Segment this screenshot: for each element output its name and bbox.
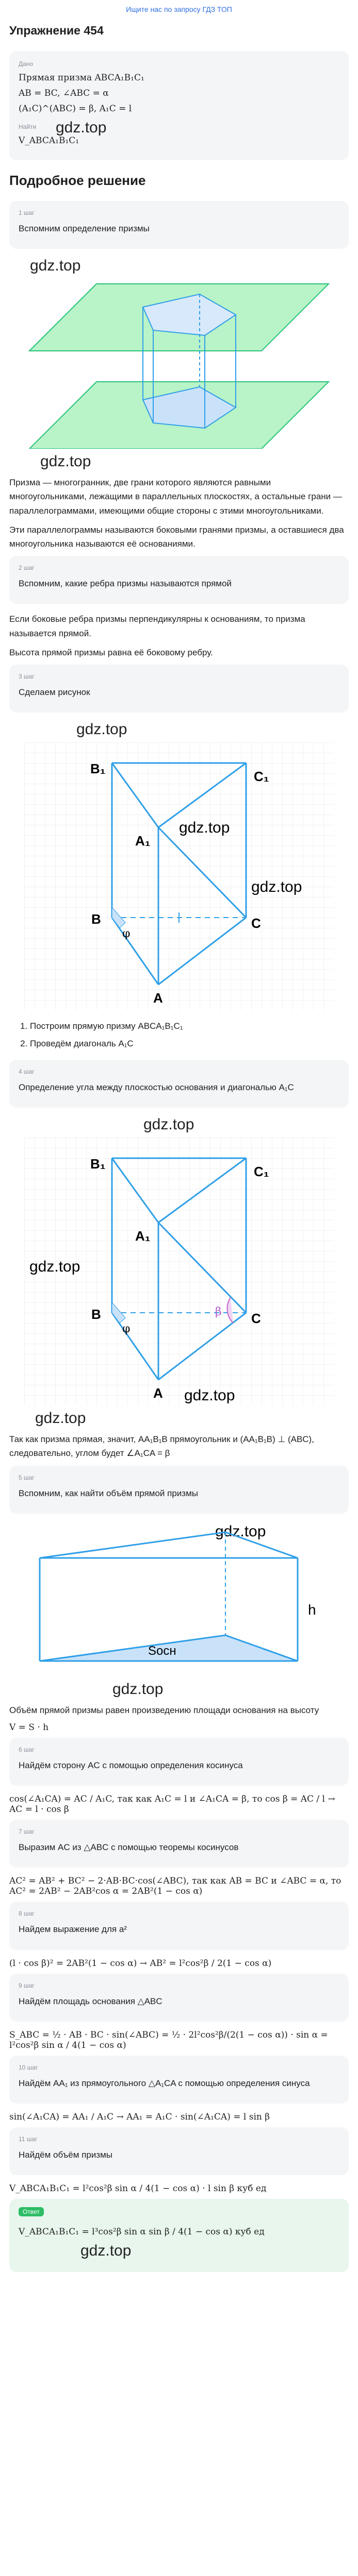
- label-a1: A₁: [135, 833, 151, 849]
- watermark: gdz.top: [29, 1258, 80, 1276]
- label-b1: B₁: [90, 1156, 106, 1172]
- label-c: C: [251, 1311, 261, 1327]
- build-step: 2. Проведём диагональ A₁C: [30, 1035, 349, 1053]
- watermark: gdz.top: [112, 1680, 164, 1698]
- watermark: gdz.top: [251, 878, 302, 896]
- label-b: B: [91, 911, 101, 927]
- find-value: V_ABCA₁B₁C₁: [19, 135, 79, 146]
- label-h: h: [308, 1601, 316, 1618]
- step-label: 10 шаг: [19, 2063, 38, 2071]
- label-a1: A₁: [135, 1228, 151, 1244]
- step-label: 1 шаг: [19, 209, 35, 216]
- equation-a2: (l · cos β)² = 2AB²(1 − cos α) → AB² = l²cos²β / 2(1 − cos α): [9, 1958, 272, 1969]
- label-phi: φ: [122, 927, 131, 941]
- watermark: gdz.top: [184, 1387, 235, 1404]
- prism-volume-figure: [19, 1522, 339, 1676]
- exercise-title: Упражнение 454: [9, 24, 104, 37]
- answer-card: [9, 2199, 349, 2272]
- step-label: 8 шаг: [19, 1910, 35, 1918]
- step-label: 4 шаг: [19, 1068, 35, 1076]
- prism-figure-2: [24, 1138, 334, 1405]
- label-a: A: [153, 1385, 163, 1401]
- equation-ac: cos(∠A₁CA) = AC / A₁C, так как A₁C = l и ∠A₁CA = β, то cos β = AC / l → AC = l · cos β: [9, 1794, 335, 1815]
- build-step: 1. Построим прямую призму ABCA₁B₁C₁: [30, 1018, 349, 1035]
- label-c1: C₁: [254, 1164, 269, 1180]
- watermark: gdz.top: [76, 721, 127, 738]
- step-9: [9, 1974, 349, 2022]
- label-c: C: [251, 916, 261, 931]
- given-label: Дано: [19, 60, 34, 67]
- label-phi: φ: [122, 1323, 131, 1336]
- find-label: Найти: [19, 123, 37, 130]
- step-label: 7 шаг: [19, 1828, 35, 1836]
- step-label: 2 шаг: [19, 564, 35, 572]
- equation-volume: V_ABCA₁B₁C₁ = l²cos²β sin α / 4(1 − cos α) · l sin β куб ед: [9, 2183, 267, 2194]
- watermark: gdz.top: [35, 1410, 86, 1427]
- lateral-definition: Эти параллелограммы называются боковыми гранями призмы, а оставшиеся два многоугольника называются её основаниями.: [9, 524, 344, 549]
- watermark: gdz.top: [40, 453, 91, 470]
- angle-text: Так как призма прямая, значит, AA₁B₁B прямоугольник и (AA₁B₁B) ⊥ (ABC), следовательно, углом будет ∠A₁CA = β: [9, 1434, 314, 1459]
- step-text: Найдём сторону AC с помощью определения косинуса: [19, 1760, 243, 1770]
- watermark: gdz.top: [143, 1116, 194, 1133]
- label-b1: B₁: [90, 761, 106, 777]
- step-8: [9, 1902, 349, 1950]
- watermark: gdz.top: [56, 119, 107, 136]
- answer-badge: Ответ: [19, 2207, 44, 2216]
- given-line-3: (A₁C)^(ABC) = β, A₁C = l: [19, 104, 132, 114]
- step-label: 6 шаг: [19, 1746, 35, 1753]
- step-label: 5 шаг: [19, 1473, 35, 1481]
- given-line-1: Прямая призма ABCA₁B₁C₁: [19, 73, 144, 83]
- step-7: [9, 1820, 349, 1868]
- step-11: [9, 2127, 349, 2175]
- step-2: [9, 556, 349, 604]
- label-beta: β: [215, 1306, 222, 1319]
- step-6: [9, 1738, 349, 1786]
- step-5: [9, 1466, 349, 1514]
- step-3: [9, 665, 349, 713]
- step-text: Выразим AC из △ABC с помощью теоремы косинусов: [19, 1842, 239, 1853]
- step-label: 9 шаг: [19, 1981, 35, 1989]
- volume-text: Объём прямой призмы равен произведению площади основания на высоту: [9, 1705, 319, 1715]
- step-label: 11 шаг: [19, 2135, 38, 2143]
- content: [9, 24, 349, 2280]
- prism-definition: Призма — многогранник, две грани которого являются равными многоугольниками, лежащими в параллельных плоскостях, а остальные грани — параллелограммами, имеющими общие стороны с этими многоугольниками.: [9, 478, 342, 516]
- equation-area: S_ABC = ½ · AB · BC · sin(∠ABC) = ½ · 2l²cos²β/(2(1 − cos α)) · sin α = l²cos²β sin α / 4(1 − cos α): [9, 2029, 328, 2050]
- step-text: Найдём объём призмы: [19, 2149, 112, 2160]
- step-10: [9, 2056, 349, 2104]
- watermark: gdz.top: [80, 2242, 132, 2260]
- step-text: Вспомним, какие ребра призмы называются прямой: [19, 579, 232, 589]
- prism-figure-1: [24, 742, 334, 1010]
- watermark: gdz.top: [215, 1522, 266, 1540]
- step-label: 3 шаг: [19, 672, 35, 680]
- given-card: [9, 51, 349, 160]
- prism-planes-figure: [19, 279, 339, 449]
- right-prism-definition: Если боковые ребра призмы перпендикулярны к основаниям, то призма называется прямой.: [9, 614, 305, 638]
- step-4: [9, 1060, 349, 1108]
- equation-aa1: sin(∠A₁CA) = AA₁ / A₁C → AA₁ = A₁C · sin(∠A₁CA) = l sin β: [9, 2111, 270, 2122]
- step-text: Найдем выражение для a²: [19, 1924, 127, 1935]
- label-c1: C₁: [254, 769, 269, 785]
- label-a: A: [153, 990, 163, 1006]
- top-search-link[interactable]: Ищите нас по запросу ГДЗ ТОП: [126, 5, 232, 13]
- watermark: gdz.top: [30, 257, 81, 275]
- equation-cosine-law: AC² = AB² + BC² − 2·AB·BC·cos(∠ABC), так как AB = BC и ∠ABC = α, то AC² = 2AB² − 2AB²cos α = 2AB²(1 − cos α): [9, 1876, 341, 1897]
- answer-value: V_ABCA₁B₁C₁ = l³cos²β sin α sin β / 4(1 − cos α) куб ед: [19, 2227, 265, 2238]
- watermark: gdz.top: [179, 819, 230, 837]
- step-text: Найдём AA₁ из прямоугольного △A₁CA с помощью определения синуса: [19, 2078, 310, 2088]
- step-text: Вспомним определение призмы: [19, 224, 150, 233]
- label-b: B: [91, 1307, 101, 1323]
- height-definition: Высота прямой призмы равна её боковому ребру.: [9, 647, 213, 657]
- build-steps: [9, 1018, 349, 1053]
- step-1: [9, 201, 349, 249]
- step-text: Сделаем рисунок: [19, 687, 90, 697]
- step-text: Вспомним, как найти объём прямой призмы: [19, 1488, 198, 1498]
- step-text: Найдём площадь основания △ABC: [19, 1996, 162, 2006]
- solution-title: Подробное решение: [9, 173, 146, 188]
- step-text: Определение угла между плоскостью основания и диагональю A₁C: [19, 1082, 294, 1093]
- volume-formula: V = S · h: [9, 1722, 49, 1733]
- label-s-base: Sосн: [148, 1643, 176, 1658]
- given-line-2: AB = BC, ∠ABC = α: [19, 88, 109, 98]
